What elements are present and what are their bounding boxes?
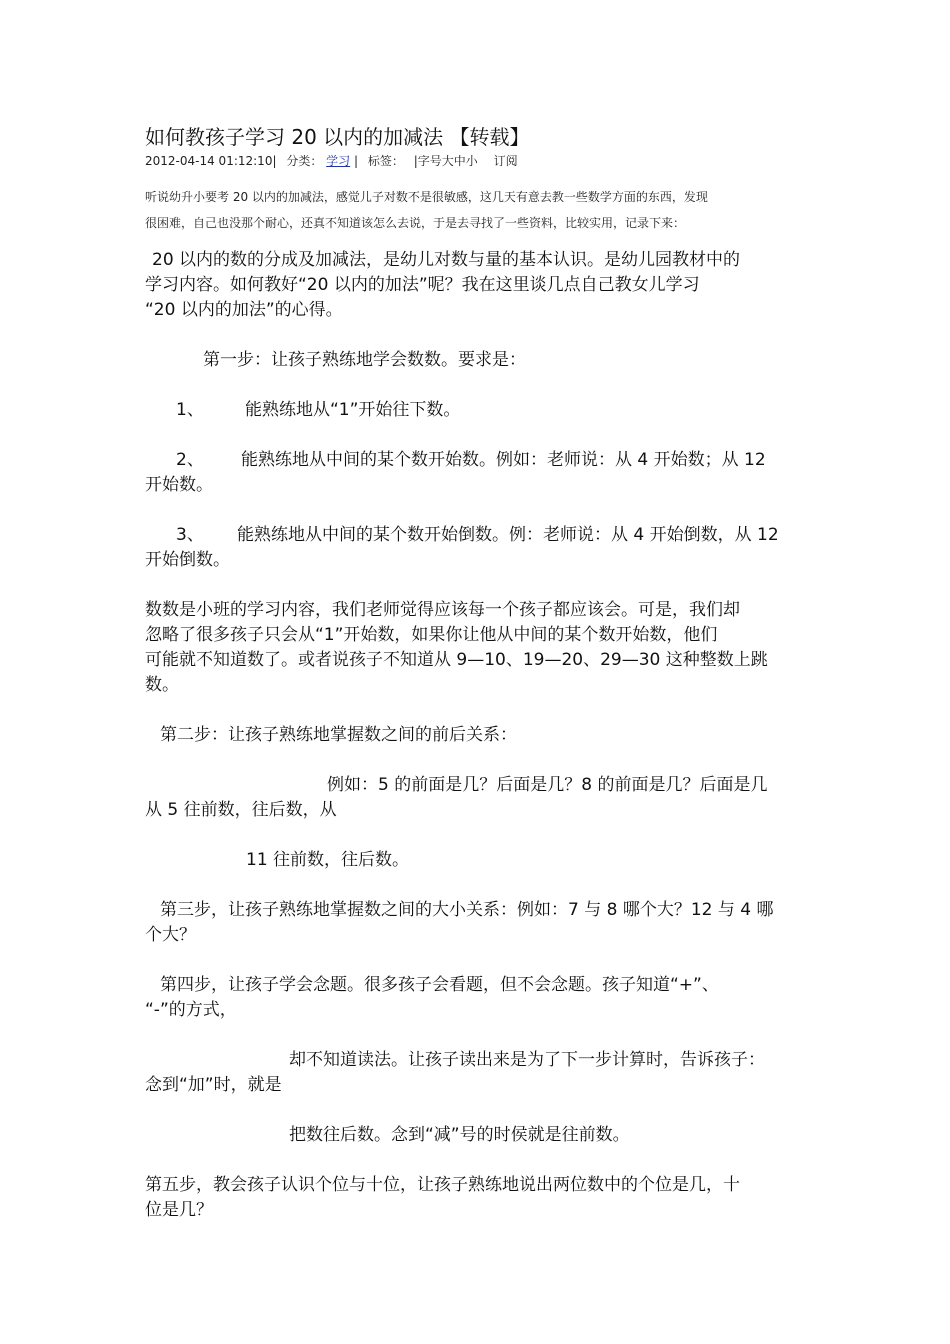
- step-4-line-3: 却不知道读法。让孩子读出来是为了下一步计算时，告诉孩子：: [289, 1050, 765, 1070]
- list-item-3-line-2: 开始倒数。: [145, 550, 230, 570]
- step-4-line-1: 第四步，让孩子学会念题。很多孩子会看题，但不会念题。孩子知道“+”、: [160, 975, 719, 995]
- meta-separator: |: [354, 154, 359, 168]
- paragraph-2-line-2: 忽略了很多孩子只会从“1”开始数，如果你让他从中间的某个数开始数，他们: [145, 625, 718, 645]
- list-item-2-number: 2、: [176, 450, 204, 470]
- step-4-line-5: 把数往后数。念到“减”号的时侯就是往前数。: [289, 1125, 630, 1145]
- step-1-heading: 第一步：让孩子熟练地学会数数。要求是：: [203, 350, 526, 370]
- paragraph-1-line-3: “20 以内的加法”的心得。: [145, 300, 343, 320]
- meta-tags-label: 标签：: [367, 154, 404, 168]
- paragraph-1-line-2: 学习内容。如何教好“20 以内的加法”呢？我在这里谈几点自己教女儿学习: [145, 275, 700, 295]
- intro-line-2: 很困难，自己也没那个耐心，还真不知道该怎么去说，于是去寻找了一些资料，比较实用，记录下来：: [145, 216, 686, 230]
- step-2-example-line-1: 例如：5 的前面是几？后面是几？8 的前面是几？后面是几: [327, 775, 768, 795]
- list-item-2-line-2: 开始数。: [145, 475, 213, 495]
- step-5-line-2: 位是几？: [145, 1200, 213, 1220]
- list-item-1-text: 能熟练地从“1”开始往下数。: [245, 400, 461, 420]
- font-size-control[interactable]: |字号大中小: [413, 154, 478, 168]
- paragraph-2-line-4: 数。: [145, 675, 179, 695]
- list-item-2-line-1: 能熟练地从中间的某个数开始数。例如：老师说：从 4 开始数；从 12: [241, 450, 766, 470]
- article-title: 如何教孩子学习 20 以内的加减法 【转载】: [145, 125, 530, 149]
- meta-datetime: 2012-04-14 01:12:10|: [145, 154, 277, 168]
- step-3-line-2: 个大？: [145, 925, 196, 945]
- step-3-line-1: 第三步，让孩子熟练地掌握数之间的大小关系：例如：7 与 8 哪个大？12 与 4 哪: [160, 900, 774, 920]
- paragraph-2-line-1: 数数是小班的学习内容，我们老师觉得应该每一个孩子都应该会。可是，我们却: [145, 600, 740, 620]
- paragraph-2-line-3: 可能就不知道数了。或者说孩子不知道从 9—10、19—20、29—30 这种整数上跳: [145, 650, 768, 670]
- subscribe-link[interactable]: 订阅: [493, 154, 518, 168]
- step-4-line-4: 念到“加”时，就是: [145, 1075, 282, 1095]
- article-meta: [145, 153, 518, 169]
- step-2-example-line-2: 从 5 往前数，往后数，从: [145, 800, 337, 820]
- list-item-3-number: 3、: [176, 525, 204, 545]
- paragraph-1-line-1: 20 以内的数的分成及加减法，是幼儿对数与量的基本认识。是幼儿园教材中的: [152, 250, 741, 270]
- step-4-line-2: “-”的方式，: [145, 1000, 237, 1020]
- meta-category-label: 分类：: [286, 154, 323, 168]
- intro-line-1: 听说幼升小要考 20 以内的加减法，感觉儿子对数不是很敏感，这几天有意去教一些数学方面的东西，发现: [145, 190, 708, 204]
- step-5-line-1: 第五步，教会孩子认识个位与十位，让孩子熟练地说出两位数中的个位是几，十: [145, 1175, 740, 1195]
- category-link[interactable]: 学习: [326, 154, 351, 168]
- step-2-example-line-3: 11 往前数，往后数。: [246, 850, 410, 870]
- list-item-3-line-1: 能熟练地从中间的某个数开始倒数。例：老师说：从 4 开始倒数，从 12: [237, 525, 779, 545]
- step-2-heading: 第二步：让孩子熟练地掌握数之间的前后关系：: [160, 725, 517, 745]
- list-item-1-number: 1、: [176, 400, 204, 420]
